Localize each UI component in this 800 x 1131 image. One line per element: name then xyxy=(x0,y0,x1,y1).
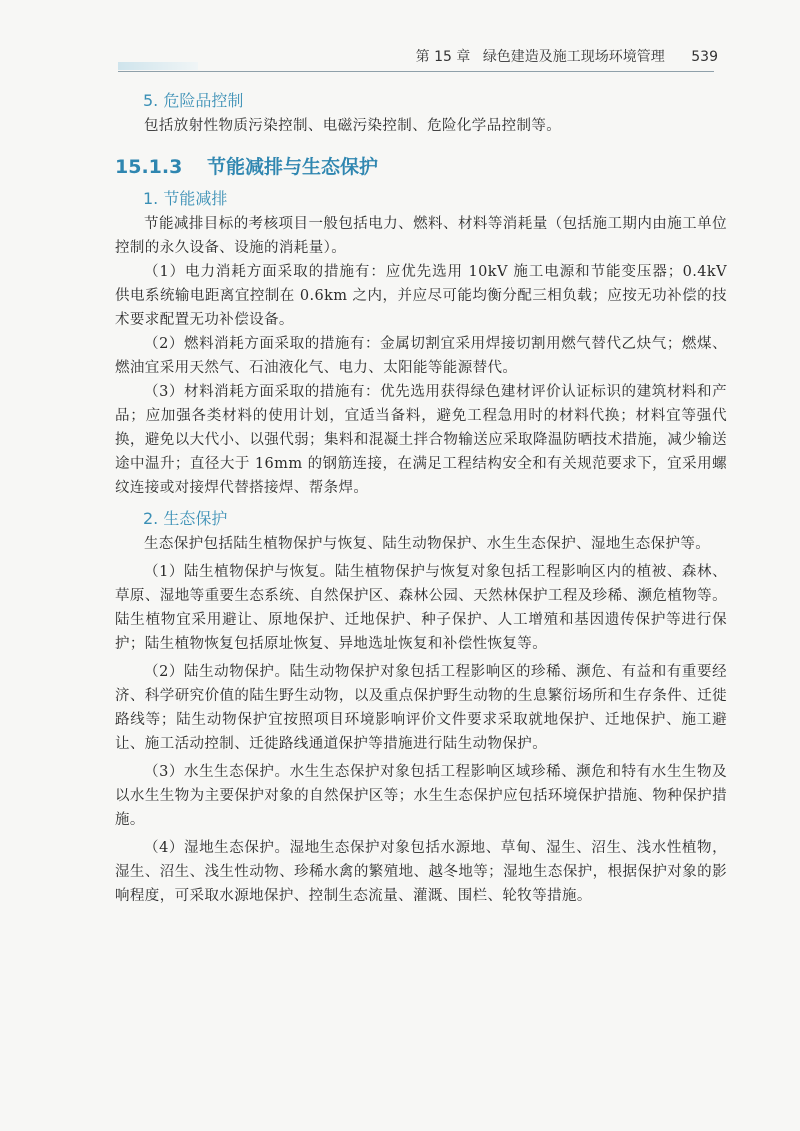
eco-paragraph-intro: 生态保护包括陆生植物保护与恢复、陆生动物保护、水生生态保护、湿地生态保护等。 xyxy=(144,536,711,552)
page-body xyxy=(115,86,727,908)
energy-paragraph-fuel: （2）燃料消耗方面采取的措施有：金属切割宜采用焊接切割用燃气替代乙炔气；燃煤、燃油宜采用天然气、石油液化气、电力、太阳能等能源替代。 xyxy=(115,336,727,376)
section-heading xyxy=(115,154,727,180)
section-title: 节能减排与生态保护 xyxy=(206,156,378,178)
energy-paragraph-electricity: （1）电力消耗方面采取的措施有：应优先选用 10kV 施工电源和节能变压器；0.4kV 供电系统输电距离宜控制在 0.6km 之内，并应尽可能均衡分配三相负载；应按无功补偿的技术要求配置无功补偿设备。 xyxy=(115,264,727,328)
chapter-number: 第 15 章 xyxy=(415,49,471,65)
section-number: 15.1.3 xyxy=(115,156,183,178)
energy-paragraph-intro: 节能减排目标的考核项目一般包括电力、燃料、材料等消耗量（包括施工期内由施工单位控制的永久设备、设施的消耗量）。 xyxy=(115,216,727,256)
header-rule xyxy=(118,71,714,72)
page-number: 539 xyxy=(691,49,718,65)
energy-paragraph-materials: （3）材料消耗方面采取的措施有：优先选用获得绿色建材评价认证标识的建筑材料和产品；应加强各类材料的使用计划，宜适当备料，避免工程急用时的材料代换；材料宜等强代换，避免以大代小、以强代弱；集料和混凝土拌合物输送应采取降温防晒技术措施，减少输送途中温升；直径大于 16mm 的钢筋连接，在满足工程结构安全和有关规范要求下，宜采用螺纹连接或对接焊代替搭接焊、帮条焊。 xyxy=(115,384,727,496)
eco-paragraph-aquatic: （3）水生生态保护。水生生态保护对象包括工程影响区域珍稀、濒危和特有水生生物及以水生生物为主要保护对象的自然保护区等；水生生态保护应包括环境保护措施、物种保护措施。 xyxy=(115,764,727,828)
eco-paragraph-wetland: （4）湿地生态保护。湿地生态保护对象包括水源地、草甸、湿生、沼生、浅水性植物，湿生、沼生、浅生性动物、珍稀水禽的繁殖地、越冬地等；湿地生态保护，根据保护对象的影响程度，可采取水源地保护、控制生态流量、灌溉、围栏、轮牧等措施。 xyxy=(115,840,727,904)
page-header xyxy=(0,0,800,76)
header-accent-tab xyxy=(118,62,198,70)
eco-heading: 2. 生态保护 xyxy=(143,509,228,528)
running-head xyxy=(416,46,718,66)
energy-heading: 1. 节能减排 xyxy=(143,189,228,208)
hazard-heading: 5. 危险品控制 xyxy=(143,91,244,110)
hazard-paragraph: 包括放射性物质污染控制、电磁污染控制、危险化学品控制等。 xyxy=(144,118,562,134)
chapter-title: 绿色建造及施工现场环境管理 xyxy=(482,49,665,65)
eco-paragraph-animals: （2）陆生动物保护。陆生动物保护对象包括工程影响区的珍稀、濒危、有益和有重要经济、科学研究价值的陆生野生动物，以及重点保护野生动物的生息繁衍场所和生存条件、迁徙路线等；陆生动物保护宜按照项目环境影响评价文件要求采取就地保护、迁地保护、施工避让、施工活动控制、迁徙路线通道保护等措施进行陆生动物保护。 xyxy=(115,664,727,752)
eco-paragraph-plants: （1）陆生植物保护与恢复。陆生植物保护与恢复对象包括工程影响区内的植被、森林、草原、湿地等重要生态系统、自然保护区、森林公园、天然林保护工程及珍稀、濒危植物等。陆生植物宜采用避让、原地保护、迁地保护、种子保护、人工增殖和基因遗传保护等进行保护；陆生植物恢复包括原址恢复、异地选址恢复和补偿性恢复等。 xyxy=(115,564,727,652)
